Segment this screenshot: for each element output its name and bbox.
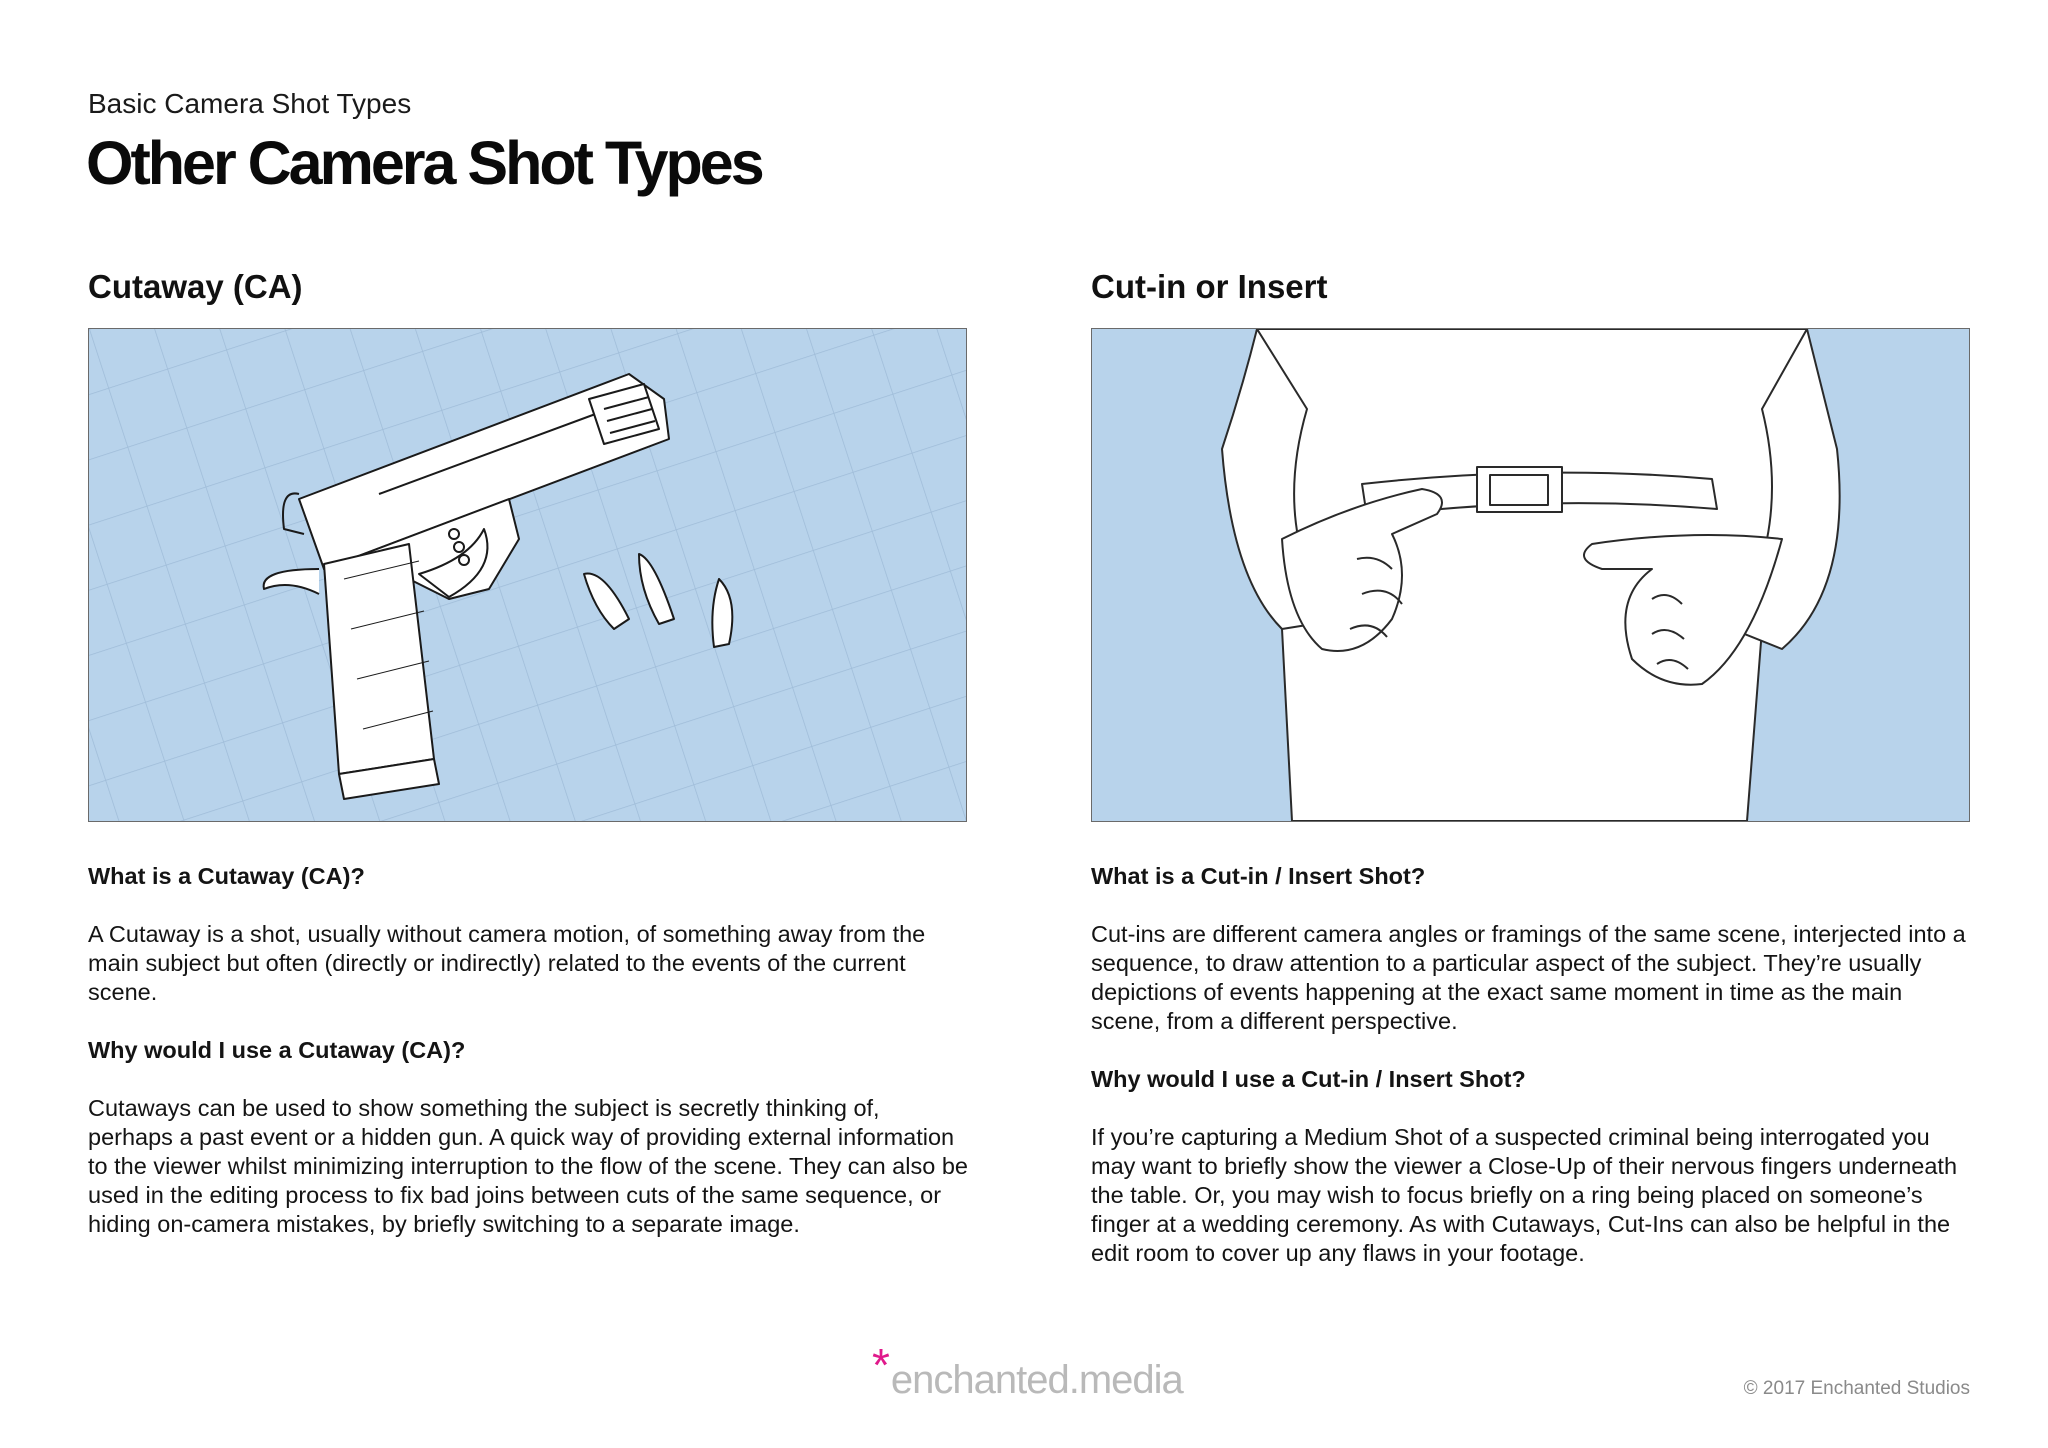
- cutaway-answer-2: Cutaways can be used to show something the subject is secretly thinking of, perhaps a past event or a hidden gun. A quick way of providing external information to the viewer whilst minimizing interruption to the flow of the scene. They can also be used in the editing process to fix bad joins between cuts of the same sequence, or hiding on-camera mistakes, by briefly switching to a separate image.: [88, 1095, 968, 1237]
- cutin-heading: Cut-in or Insert: [1091, 268, 1328, 305]
- cutaway-illustration: [88, 328, 967, 822]
- cutin-section: [1091, 268, 1971, 1297]
- page-subtitle: Basic Camera Shot Types: [88, 88, 412, 119]
- cutaway-question-1: What is a Cutaway (CA)?: [88, 863, 365, 889]
- enchanted-media-logo: [872, 1339, 1183, 1404]
- cutin-answer-2: If you’re capturing a Medium Shot of a suspected criminal being interrogated you may want to briefly show the viewer a Close-Up of their nervous fingers underneath the table. Or, you may wish to focus briefly on a ring being placed on someone’s finger at a wedding ceremony. As with Cutaways, Cut-Ins can also be helpful in the edit room to cover up any flaws in your footage.: [1091, 1124, 1958, 1266]
- logo-text: enchanted.media: [890, 1358, 1183, 1402]
- cutin-question-2: Why would I use a Cut-in / Insert Shot?: [1091, 1066, 1526, 1092]
- cutaway-answer-1: A Cutaway is a shot, usually without camera motion, of something away from the main subject but often (directly or indirectly) related to the events of the current scene.: [88, 921, 926, 1005]
- cutaway-heading: Cutaway (CA): [88, 268, 303, 305]
- page-title: Other Camera Shot Types: [86, 129, 762, 197]
- logo-star-icon: *: [872, 1339, 889, 1391]
- cutin-illustration: [1091, 328, 1970, 822]
- cutin-text: [1091, 862, 1971, 1268]
- hands-belt-drawing: [1092, 329, 1969, 821]
- gun-drawing: [89, 329, 966, 821]
- cutaway-question-2: Why would I use a Cutaway (CA)?: [88, 1037, 466, 1063]
- copyright: © 2017 Enchanted Studios: [1743, 1378, 1970, 1399]
- cutin-answer-1: Cut-ins are different camera angles or framings of the same scene, interjected into a sequence, to draw attention to a particular aspect of the subject. They’re usually depictions of events happening at the exact same moment in time as the main scene, from a different perspective.: [1091, 921, 1966, 1034]
- cutaway-text: [88, 862, 968, 1239]
- cutin-question-1: What is a Cut-in / Insert Shot?: [1091, 863, 1426, 889]
- cutaway-section: [88, 268, 968, 1268]
